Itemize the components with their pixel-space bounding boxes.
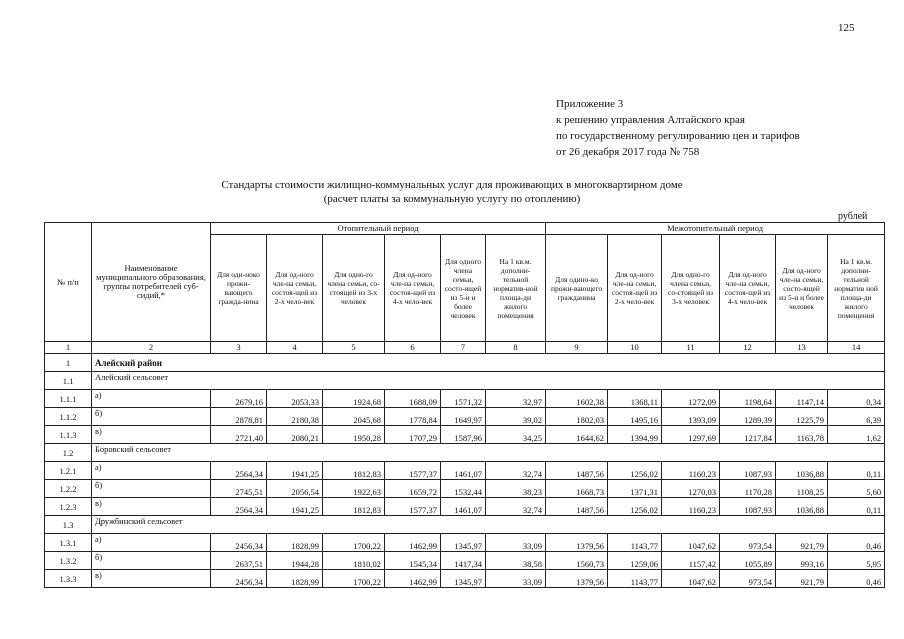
column-number: 11 bbox=[662, 342, 720, 354]
cell-value: 1487,56 bbox=[546, 498, 608, 516]
cell-value: 1602,38 bbox=[546, 390, 608, 408]
row-code: 1.3.1 bbox=[45, 534, 92, 552]
cell-value: 1941,25 bbox=[267, 498, 323, 516]
council-row bbox=[45, 516, 885, 534]
cell-value: 1707,29 bbox=[385, 426, 441, 444]
cell-value: 1055,89 bbox=[720, 552, 776, 570]
header-heating-col: Для одного члена семьи, состо-ящей из 5-и и более человек bbox=[441, 235, 486, 342]
cell-value: 2564,34 bbox=[211, 498, 267, 516]
cell-value: 1495,16 bbox=[608, 408, 662, 426]
document-title bbox=[0, 178, 904, 206]
cell-value: 2745,51 bbox=[211, 480, 267, 498]
column-number: 13 bbox=[776, 342, 828, 354]
cell-value: 993,16 bbox=[776, 552, 828, 570]
cell-value: 1417,34 bbox=[441, 552, 486, 570]
council-row bbox=[45, 444, 885, 462]
cell-value: 1047,62 bbox=[662, 534, 720, 552]
cell-value: 1256,02 bbox=[608, 462, 662, 480]
table-row bbox=[45, 498, 885, 516]
cell-value: 1644,62 bbox=[546, 426, 608, 444]
council-code: 1.1 bbox=[45, 372, 92, 390]
header-heating-period: Отопительный период bbox=[211, 223, 546, 235]
header-number: № п/п bbox=[45, 223, 92, 342]
header-heating-col: Для одно-го члена семьи, со-стоящей из 3-х человек bbox=[323, 235, 385, 342]
column-number: 8 bbox=[486, 342, 546, 354]
cell-value: 1345,97 bbox=[441, 570, 486, 588]
cell-value: 32,74 bbox=[486, 462, 546, 480]
district-code: 1 bbox=[45, 354, 92, 372]
cell-value: 1297,69 bbox=[662, 426, 720, 444]
column-number: 10 bbox=[608, 342, 662, 354]
cell-value: 1371,31 bbox=[608, 480, 662, 498]
header-heating-col: Для од-ного чле-на семьи, состоя-щей из 2-х чело-век bbox=[267, 235, 323, 342]
appendix-line: Приложение 3 bbox=[556, 98, 624, 110]
row-group: б) bbox=[92, 552, 211, 570]
cell-value: 1812,83 bbox=[323, 462, 385, 480]
row-group: в) bbox=[92, 426, 211, 444]
header-interheating-col: Для одно-го члена семьи, со-стоящей из 3-х человек bbox=[662, 235, 720, 342]
cell-value: 1577,37 bbox=[385, 462, 441, 480]
cell-value: 1487,56 bbox=[546, 462, 608, 480]
cell-value: 1163,78 bbox=[776, 426, 828, 444]
header-heating-col: Для оди-ноко прожи-вающего гражда-нина bbox=[211, 235, 267, 342]
row-code: 1.2.3 bbox=[45, 498, 92, 516]
column-number: 2 bbox=[92, 342, 211, 354]
table-row bbox=[45, 408, 885, 426]
cell-value: 1659,72 bbox=[385, 480, 441, 498]
cell-value: 2180,38 bbox=[267, 408, 323, 426]
cell-value: 32,74 bbox=[486, 498, 546, 516]
district-row bbox=[45, 354, 885, 372]
row-code: 1.1.3 bbox=[45, 426, 92, 444]
cell-value: 1778,84 bbox=[385, 408, 441, 426]
header-interheating-col: На 1 кв.м. дополни-тельной норматив ной площа-ди жилого помещения bbox=[828, 235, 885, 342]
header-interheating-col: Для од-ного чле-на семьи, состоя-щей из 2-х чело-век bbox=[608, 235, 662, 342]
table-row bbox=[45, 426, 885, 444]
header-interheating-col: Для одино-ко прожи-вающего гражданина bbox=[546, 235, 608, 342]
header-interheating-col: Для од-ного чле-на семьи, состоя-щей из 4-х чело-век bbox=[720, 235, 776, 342]
cell-value: 1256,02 bbox=[608, 498, 662, 516]
council-name: Боровский сельсовет bbox=[92, 444, 885, 462]
cell-value: 0,46 bbox=[828, 534, 885, 552]
cell-value: 1289,39 bbox=[720, 408, 776, 426]
cell-value: 1700,22 bbox=[323, 570, 385, 588]
council-code: 1.2 bbox=[45, 444, 92, 462]
cell-value: 1810,02 bbox=[323, 552, 385, 570]
header-interheating-col: Для од-ного чле-на семьи, состо-ящей из 5-и и более человек bbox=[776, 235, 828, 342]
cell-value: 1160,23 bbox=[662, 462, 720, 480]
council-name: Алейский сельсовет bbox=[92, 372, 885, 390]
cell-value: 973,54 bbox=[720, 570, 776, 588]
cell-value: 33,09 bbox=[486, 534, 546, 552]
cell-value: 1379,56 bbox=[546, 570, 608, 588]
cell-value: 1828,99 bbox=[267, 570, 323, 588]
cell-value: 1198,64 bbox=[720, 390, 776, 408]
cell-value: 2637,51 bbox=[211, 552, 267, 570]
cell-value: 1036,88 bbox=[776, 498, 828, 516]
row-group: а) bbox=[92, 462, 211, 480]
cell-value: 2878,81 bbox=[211, 408, 267, 426]
cell-value: 0,11 bbox=[828, 462, 885, 480]
appendix-block bbox=[556, 96, 800, 160]
page-number: 125 bbox=[838, 22, 855, 34]
row-group: б) bbox=[92, 408, 211, 426]
cell-value: 1577,37 bbox=[385, 498, 441, 516]
cell-value: 1700,22 bbox=[323, 534, 385, 552]
cell-value: 1649,97 bbox=[441, 408, 486, 426]
cell-value: 34,25 bbox=[486, 426, 546, 444]
row-code: 1.1.2 bbox=[45, 408, 92, 426]
cell-value: 1924,68 bbox=[323, 390, 385, 408]
cell-value: 1217,84 bbox=[720, 426, 776, 444]
cell-value: 1828,99 bbox=[267, 534, 323, 552]
cell-value: 1,62 bbox=[828, 426, 885, 444]
council-name: Дружбинский сельсовет bbox=[92, 516, 885, 534]
cell-value: 0,34 bbox=[828, 390, 885, 408]
cell-value: 5,60 bbox=[828, 480, 885, 498]
cell-value: 1036,88 bbox=[776, 462, 828, 480]
table-row bbox=[45, 570, 885, 588]
cell-value: 2456,34 bbox=[211, 534, 267, 552]
cell-value: 1560,73 bbox=[546, 552, 608, 570]
column-number: 9 bbox=[546, 342, 608, 354]
cell-value: 1170,28 bbox=[720, 480, 776, 498]
header-interheating-period: Межотопительный период bbox=[546, 223, 885, 235]
header-heating-col: Для од-ного чле-на семьи, состоя-щей из 4-х чело-век bbox=[385, 235, 441, 342]
cell-value: 1941,25 bbox=[267, 462, 323, 480]
row-code: 1.3.3 bbox=[45, 570, 92, 588]
cell-value: 1143,77 bbox=[608, 534, 662, 552]
cell-value: 1812,83 bbox=[323, 498, 385, 516]
cell-value: 38,58 bbox=[486, 552, 546, 570]
cell-value: 1157,42 bbox=[662, 552, 720, 570]
cell-value: 973,54 bbox=[720, 534, 776, 552]
cell-value: 33,09 bbox=[486, 570, 546, 588]
table-row bbox=[45, 480, 885, 498]
cell-value: 0,46 bbox=[828, 570, 885, 588]
column-number: 6 bbox=[385, 342, 441, 354]
row-group: в) bbox=[92, 570, 211, 588]
cell-value: 1225,79 bbox=[776, 408, 828, 426]
cell-value: 39,02 bbox=[486, 408, 546, 426]
table-row bbox=[45, 534, 885, 552]
row-group: а) bbox=[92, 534, 211, 552]
cell-value: 1688,09 bbox=[385, 390, 441, 408]
cell-value: 1461,07 bbox=[441, 498, 486, 516]
subtitle-line: (расчет платы за коммунальную услугу по отоплению) bbox=[323, 193, 581, 205]
column-number: 4 bbox=[267, 342, 323, 354]
cell-value: 1944,28 bbox=[267, 552, 323, 570]
title-line: Стандарты стоимости жилищно-коммунальных услуг для проживающих в многоквартирном доме bbox=[221, 179, 683, 191]
column-number: 3 bbox=[211, 342, 267, 354]
cell-value: 1802,03 bbox=[546, 408, 608, 426]
currency-label: рублей bbox=[838, 211, 868, 222]
row-code: 1.3.2 bbox=[45, 552, 92, 570]
cell-value: 1532,44 bbox=[441, 480, 486, 498]
cell-value: 1108,25 bbox=[776, 480, 828, 498]
cell-value: 1461,07 bbox=[441, 462, 486, 480]
cell-value: 2080,21 bbox=[267, 426, 323, 444]
appendix-line: от 26 декабря 2017 года № 758 bbox=[556, 146, 700, 158]
council-code: 1.3 bbox=[45, 516, 92, 534]
column-number: 1 bbox=[45, 342, 92, 354]
header-name: Наименование муниципального образования, группы потребителей суб-сидий,* bbox=[92, 223, 211, 342]
cell-value: 1462,99 bbox=[385, 570, 441, 588]
appendix-line: по государственному регулированию цен и тарифов bbox=[556, 130, 800, 142]
cell-value: 2045,68 bbox=[323, 408, 385, 426]
table-row bbox=[45, 462, 885, 480]
cell-value: 1147,14 bbox=[776, 390, 828, 408]
cell-value: 1950,28 bbox=[323, 426, 385, 444]
cell-value: 1394,99 bbox=[608, 426, 662, 444]
cell-value: 1668,73 bbox=[546, 480, 608, 498]
cell-value: 1545,34 bbox=[385, 552, 441, 570]
row-code: 1.2.2 bbox=[45, 480, 92, 498]
cell-value: 1587,96 bbox=[441, 426, 486, 444]
cell-value: 2721,40 bbox=[211, 426, 267, 444]
cell-value: 1368,11 bbox=[608, 390, 662, 408]
cell-value: 2056,54 bbox=[267, 480, 323, 498]
cell-value: 1922,63 bbox=[323, 480, 385, 498]
cell-value: 1272,09 bbox=[662, 390, 720, 408]
cell-value: 1345,97 bbox=[441, 534, 486, 552]
row-group: в) bbox=[92, 498, 211, 516]
cell-value: 2456,34 bbox=[211, 570, 267, 588]
cell-value: 1087,93 bbox=[720, 498, 776, 516]
council-row bbox=[45, 372, 885, 390]
column-number: 7 bbox=[441, 342, 486, 354]
cell-value: 2564,34 bbox=[211, 462, 267, 480]
tariff-table bbox=[44, 222, 885, 588]
cell-value: 6,39 bbox=[828, 408, 885, 426]
cell-value: 921,79 bbox=[776, 534, 828, 552]
cell-value: 1393,09 bbox=[662, 408, 720, 426]
cell-value: 32,97 bbox=[486, 390, 546, 408]
cell-value: 1087,93 bbox=[720, 462, 776, 480]
cell-value: 1462,99 bbox=[385, 534, 441, 552]
district-name: Алейский район bbox=[92, 354, 885, 372]
cell-value: 1571,32 bbox=[441, 390, 486, 408]
cell-value: 2679,16 bbox=[211, 390, 267, 408]
cell-value: 1143,77 bbox=[608, 570, 662, 588]
cell-value: 1160,23 bbox=[662, 498, 720, 516]
row-code: 1.2.1 bbox=[45, 462, 92, 480]
appendix-line: к решению управления Алтайского края bbox=[556, 114, 745, 126]
column-number: 12 bbox=[720, 342, 776, 354]
row-group: б) bbox=[92, 480, 211, 498]
table-row bbox=[45, 390, 885, 408]
header-heating-col: На 1 кв.м. дополни-тельной норматив-ной площа-ди жилого помещения bbox=[486, 235, 546, 342]
row-group: а) bbox=[92, 390, 211, 408]
cell-value: 2053,33 bbox=[267, 390, 323, 408]
cell-value: 5,95 bbox=[828, 552, 885, 570]
cell-value: 1379,56 bbox=[546, 534, 608, 552]
column-number: 14 bbox=[828, 342, 885, 354]
table-row bbox=[45, 552, 885, 570]
cell-value: 921,79 bbox=[776, 570, 828, 588]
column-number: 5 bbox=[323, 342, 385, 354]
cell-value: 1259,06 bbox=[608, 552, 662, 570]
row-code: 1.1.1 bbox=[45, 390, 92, 408]
cell-value: 0,11 bbox=[828, 498, 885, 516]
cell-value: 1047,62 bbox=[662, 570, 720, 588]
cell-value: 1270,03 bbox=[662, 480, 720, 498]
cell-value: 38,23 bbox=[486, 480, 546, 498]
